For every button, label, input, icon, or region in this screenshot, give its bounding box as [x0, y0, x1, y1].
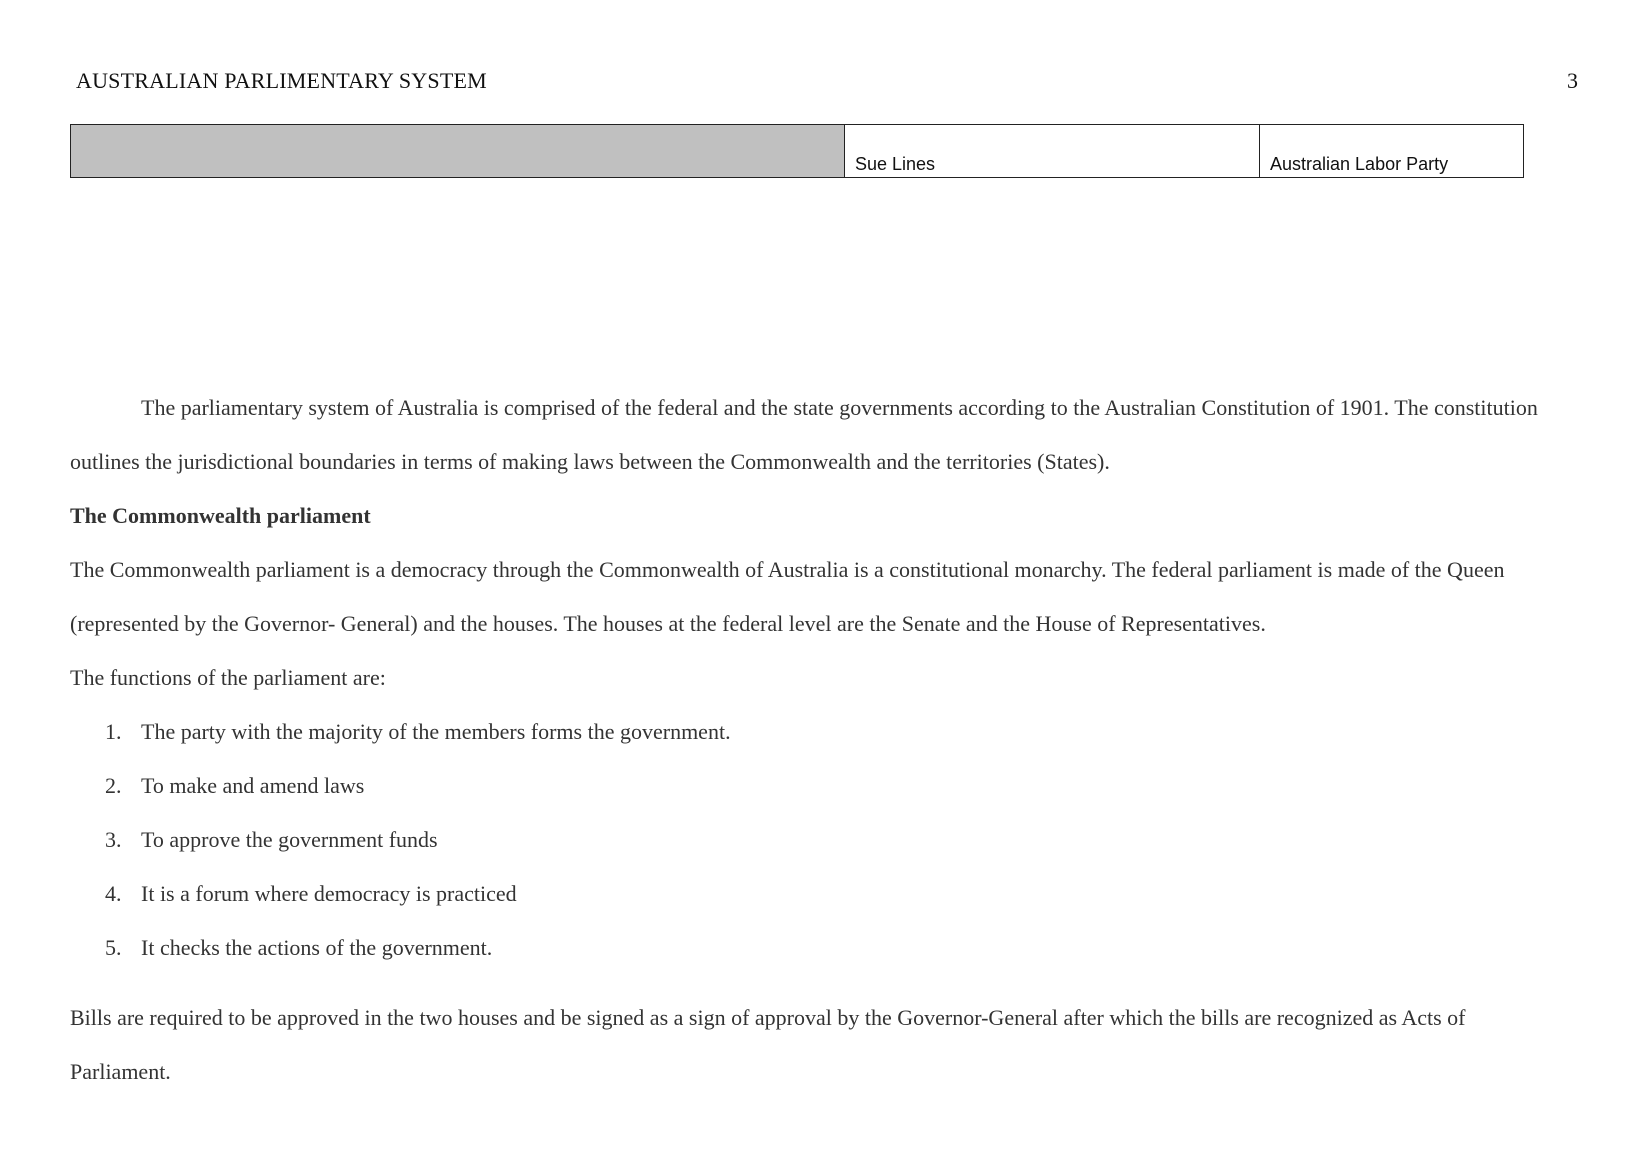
list-item-text: It checks the actions of the government.	[141, 935, 493, 960]
list-item	[70, 705, 1570, 759]
section-heading: The Commonwealth parliament	[70, 503, 371, 528]
running-header-title: AUSTRALIAN PARLIMENTARY SYSTEM	[76, 68, 487, 93]
table-row	[71, 125, 1524, 178]
list-number: 3.	[105, 827, 122, 852]
list-number: 1.	[105, 719, 122, 744]
list-item-text: To approve the government funds	[141, 827, 438, 852]
list-item	[70, 759, 1570, 813]
list-item-text: To make and amend laws	[141, 773, 365, 798]
table-cell-senator-name: Sue Lines	[845, 125, 1260, 178]
functions-list	[70, 705, 1570, 975]
senator-table	[70, 124, 1524, 178]
body-paragraph: The Commonwealth parliament is a democracy through the Commonwealth of Australia is a constitutional monarchy. The federal parliament is made of the Queen (represented by the Governor- General) and the houses. The houses at the federal level are the Senate and the House of Representatives.	[70, 557, 1505, 636]
closing-paragraph: Bills are required to be approved in the two houses and be signed as a sign of approval by the Governor-General after which the bills are recognized as Acts of Parliament.	[70, 1005, 1466, 1084]
page-number: 3	[1567, 68, 1578, 93]
list-item	[70, 921, 1570, 975]
list-number: 4.	[105, 881, 122, 906]
intro-paragraph: The parliamentary system of Australia is comprised of the federal and the state governments according to the Australian Constitution of 1901. The constitution outlines the jurisdictional boundaries in terms of making laws between the Commonwealth and the territories (States).	[70, 395, 1538, 474]
functions-intro: The functions of the parliament are:	[70, 665, 386, 690]
spacer	[70, 975, 1570, 991]
list-item	[70, 867, 1570, 921]
document-body	[70, 381, 1570, 1099]
list-number: 2.	[105, 773, 122, 798]
list-item-text: It is a forum where democracy is practiced	[141, 881, 517, 906]
list-item-text: The party with the majority of the members forms the government.	[141, 719, 731, 744]
table-cell-party: Australian Labor Party	[1260, 125, 1524, 178]
table-cell-shaded	[71, 125, 845, 178]
list-item	[70, 813, 1570, 867]
list-number: 5.	[105, 935, 122, 960]
